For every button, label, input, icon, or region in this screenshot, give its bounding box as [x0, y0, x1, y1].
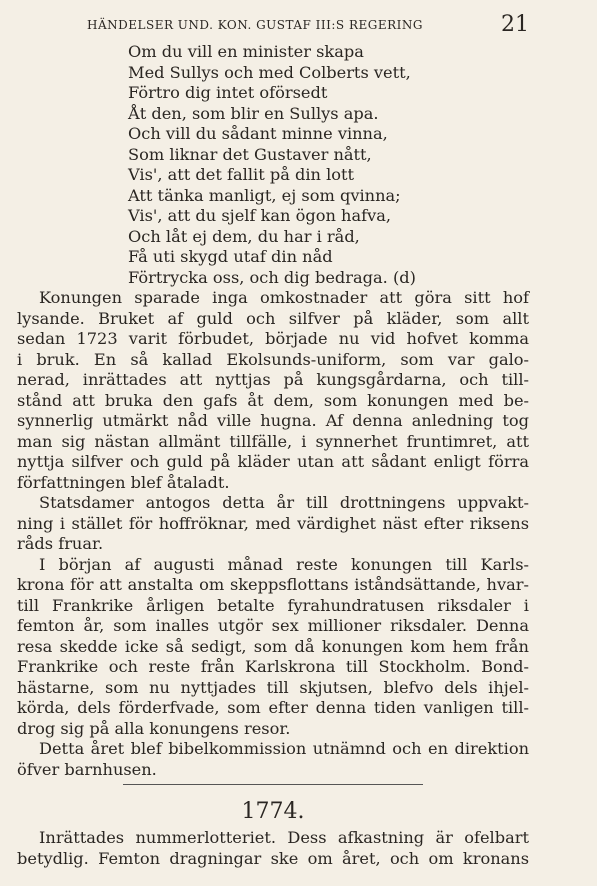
- text-line: synnerlig utmärkt nåd ville hugna. Af denna anledning tog: [17, 411, 529, 430]
- poem-line: Förtrycka oss, och dig bedraga. (d): [128, 267, 416, 287]
- text-line: drog sig på alla konungens resor.: [17, 718, 291, 738]
- poem-line: Få uti skygd utaf din nåd: [128, 247, 333, 266]
- poem-line: Förtro dig intet oförsedt: [128, 83, 328, 102]
- text-line: råds fruar.: [17, 534, 104, 553]
- text-line: femton år, som inalles utgör sex millioner riksdaler. Denna: [17, 616, 529, 635]
- running-header: [17, 12, 529, 38]
- running-title: HÄNDELSER UND. KON. GUSTAF III:S REGERING: [87, 18, 423, 32]
- text-line: betydlig. Femton dragningar ske om året, och om kronans: [17, 848, 529, 868]
- text-line: Statsdamer antogos detta år till drottningens uppvakt-: [39, 493, 529, 512]
- text-line: stånd att bruka den gafs åt dem, som konungen med be-: [17, 390, 529, 410]
- text-line: till Frankrike årligen betalte fyrahundratusen riksdaler i: [17, 595, 529, 615]
- poem-line: Och låt ej dem, du har i råd,: [128, 226, 360, 246]
- text-line: nyttja silfver och guld på kläder utan att sådant enligt förra: [17, 452, 529, 471]
- paragraph-karlskrona: [17, 555, 529, 740]
- section-divider: [123, 784, 423, 785]
- paragraph-bibelkommission: [17, 739, 529, 780]
- text-line: resa skedde icke så sedigt, som då konungen kom hem från: [17, 636, 529, 656]
- year-heading: 1774.: [241, 799, 305, 824]
- text-line: Konungen sparade inga omkostnader att göra sitt hof: [39, 288, 529, 307]
- text-line: författningen blef åtaladt.: [17, 472, 230, 492]
- paragraph-court-splendour: [17, 288, 529, 493]
- page-number: 21: [501, 12, 529, 37]
- text-line: ning i stället för hoffröknar, med värdighet näst efter riksens: [17, 513, 529, 533]
- poem: [128, 42, 529, 288]
- text-line: öfver barnhusen.: [17, 759, 157, 779]
- poem-line: Om du vill en minister skapa: [128, 42, 364, 61]
- text-line: nerad, inrättades att nyttjas på kungsgårdarna, och till-: [17, 370, 529, 389]
- text-line: hästarne, som nu nyttjades till skjutsen, blefvo dels ihjel-: [17, 677, 529, 697]
- poem-line: Med Sullys och med Colberts vett,: [128, 62, 411, 82]
- poem-line: Som liknar det Gustaver nått,: [128, 144, 372, 164]
- text-line: lysande. Bruket af guld och silfver på kläder, som allt: [17, 308, 529, 328]
- text-line: körda, dels förderfvade, som efter denna tiden vanligen till-: [17, 698, 529, 717]
- poem-line: Vis', att du sjelf kan ögon hafva,: [128, 206, 392, 225]
- text-line: I början af augusti månad reste konungen till Karls-: [39, 554, 529, 574]
- text-line: man sig nästan allmänt tillfälle, i synnerhet fruntimret, att: [17, 431, 529, 451]
- poem-line: Att tänka manligt, ej som qvinna;: [128, 185, 401, 205]
- poem-line: Vis', att det fallit på din lott: [128, 165, 355, 184]
- text-line: sedan 1723 varit förbudet, började nu vid hofvet komma: [17, 329, 529, 348]
- text-line: krona för att anstalta om skeppsflottans iståndsättande, hvar-: [17, 575, 529, 594]
- text-line: Inrättades nummerlotteriet. Dess afkastning är ofelbart: [39, 828, 529, 847]
- text-line: Frankrike och reste från Karlskrona till Stockholm. Bond-: [17, 657, 529, 676]
- poem-line: Och vill du sådant minne vinna,: [128, 124, 388, 143]
- paragraph-lotteriet: [17, 828, 529, 869]
- poem-line: Åt den, som blir en Sullys apa.: [128, 103, 379, 123]
- text-line: Detta året blef bibelkommission utnämnd och en direktion: [39, 739, 529, 758]
- paragraph-statsdamer: [17, 493, 529, 555]
- text-line: i bruk. En så kallad Ekolsunds-uniform, som var galo-: [17, 349, 529, 369]
- page: [17, 12, 529, 869]
